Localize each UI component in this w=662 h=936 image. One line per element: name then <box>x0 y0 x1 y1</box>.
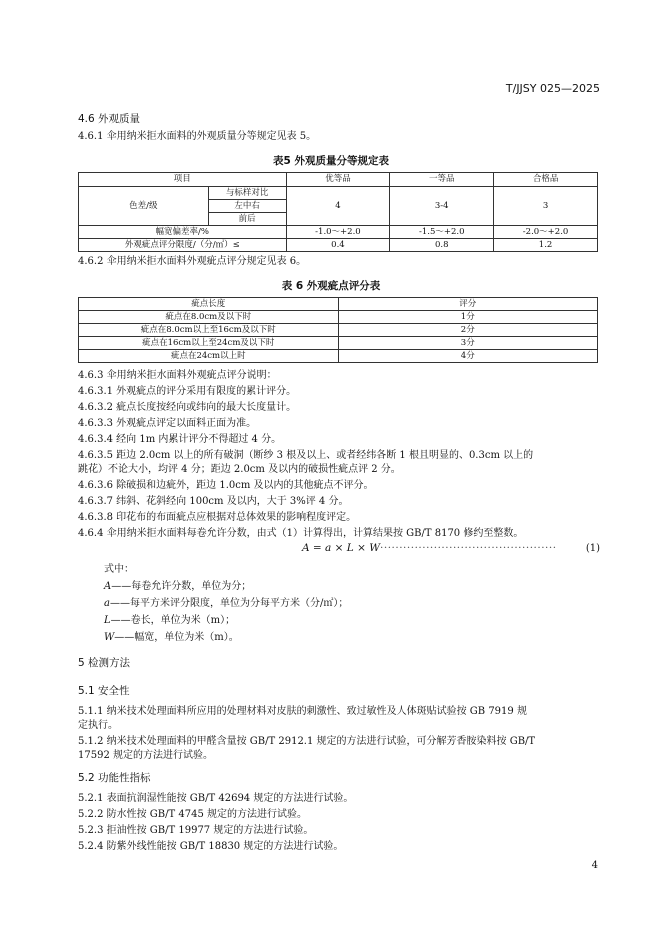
t5-color-sub: 左中右 <box>208 200 286 213</box>
doc-id-header: T/JJSY 025—2025 <box>505 82 600 95</box>
table6-caption: 表 6 外观疵点评分表 <box>281 280 381 292</box>
page-number: 4 <box>591 860 598 871</box>
where-intro: 式中： <box>104 564 134 575</box>
t5-color-value: 3 <box>494 187 598 226</box>
para-4-6-3-5: 4.6.3.5 距边 2.0cm 以上的所有破洞（断纱 3 根及以上、或者经纬各断 1 根且明显的、0.3cm 以上的 <box>78 450 534 461</box>
para-4-6-1: 4.6.1 伞用纳米拒水面料的外观质量分等规定见表 5。 <box>78 131 317 142</box>
table-row <box>79 311 598 324</box>
t5-color-sub: 前后 <box>208 213 286 226</box>
t6-score: 4分 <box>338 350 597 363</box>
where-var: L——卷长，单位为米（m）； <box>104 615 236 626</box>
where-var: a——每平方米评分限度，单位为分每平方米（分/㎡）； <box>104 598 349 609</box>
t5-width-value: -1.0～+2.0 <box>286 226 390 239</box>
para-5-1-2: 5.1.2 纳米技术处理面料的甲醛含量按 GB/T 2912.1 规定的方法进行试验，可分解芳香胺染料按 GB/T <box>78 736 536 747</box>
where-var: A——每卷允许分数，单位为分； <box>104 581 252 592</box>
t5-header-grade: 合格品 <box>494 173 598 187</box>
t5-defect-value: 0.4 <box>286 239 390 252</box>
t5-header-item: 项目 <box>79 173 287 187</box>
t5-color-value: 4 <box>286 187 390 226</box>
t5-header-grade: 优等品 <box>286 173 390 187</box>
para-4-6-3-5-cont: 跳花）不论大小，均评 4 分；距边 2.0cm 及以内的破损性疵点评 2 分。 <box>78 464 401 475</box>
t5-defect-value: 1.2 <box>494 239 598 252</box>
section-4-6-title: 4.6 外观质量 <box>78 113 141 125</box>
t5-defect-label: 外观疵点评分限度/（分/㎡）≤ <box>79 239 287 252</box>
para-5-1-1: 5.1.1 纳米技术处理面料所应用的处理材料对皮肤的刺激性、致过敏性及人体斑贴试验按 GB 7919 规 <box>78 706 527 717</box>
formula-expr: A = a × L × W <box>302 542 381 554</box>
where-var: W——幅宽，单位为米（m）。 <box>104 632 239 643</box>
para-4-6-3-1: 4.6.3.1 外观疵点的评分采用有限度的累计评分。 <box>78 386 297 397</box>
t6-score: 2分 <box>338 324 597 337</box>
para-4-6-3-8: 4.6.3.8 印花布的布面疵点应根据对总体效果的影响程度评定。 <box>78 512 357 523</box>
para-4-6-3-4: 4.6.3.4 经向 1m 内累计评分不得超过 4 分。 <box>78 434 282 445</box>
formula-number: (1) <box>585 543 600 554</box>
table-row <box>79 337 598 350</box>
section-5-title: 5 检测方法 <box>78 657 131 669</box>
para-4-6-4: 4.6.4 伞用纳米拒水面料每卷允许分数，由式（1）计算得出，计算结果按 GB/T 8170 修约至整数。 <box>78 528 524 539</box>
t6-length: 疵点在24cm以上时 <box>79 350 339 363</box>
para-4-6-3-6: 4.6.3.6 除破损和边疵外，距边 1.0cm 及以内的其他疵点不评分。 <box>78 480 374 491</box>
t5-header-grade: 一等品 <box>390 173 494 187</box>
t6-header: 评分 <box>338 298 597 311</box>
para-4-6-3-3: 4.6.3.3 外观疵点评定以面料正面为准。 <box>78 418 257 429</box>
section-5-1-title: 5.1 安全性 <box>78 685 130 697</box>
para-5-2-1: 5.2.1 表面抗润湿性能按 GB/T 42694 规定的方法进行试验。 <box>78 793 354 804</box>
t6-length: 疵点在8.0cm及以下时 <box>79 311 339 324</box>
t5-color-value: 3-4 <box>390 187 494 226</box>
para-4-6-3-7: 4.6.3.7 纬斜、花斜经向 100cm 及以内，大于 3%评 4 分。 <box>78 496 349 507</box>
para-5-1-1-cont: 定执行。 <box>78 720 118 731</box>
t6-length: 疵点在16cm以上至24cm及以下时 <box>79 337 339 350</box>
t5-defect-value: 0.8 <box>390 239 494 252</box>
t6-header: 疵点长度 <box>79 298 339 311</box>
t5-width-value: -2.0～+2.0 <box>494 226 598 239</box>
table-6 <box>78 297 598 363</box>
t6-length: 疵点在8.0cm以上至16cm及以下时 <box>79 324 339 337</box>
t5-color-sub: 与标样对比 <box>208 187 286 200</box>
t5-width-value: -1.5～+2.0 <box>390 226 494 239</box>
para-4-6-2: 4.6.2 伞用纳米拒水面料外观疵点评分规定见表 6。 <box>78 256 307 267</box>
para-4-6-3: 4.6.3 伞用纳米拒水面料外观疵点评分说明： <box>78 370 277 381</box>
table-row <box>79 350 598 363</box>
t6-score: 1分 <box>338 311 597 324</box>
formula-leader: ·············································· <box>380 542 557 554</box>
table-5 <box>78 172 598 252</box>
formula <box>302 542 557 554</box>
para-5-2-2: 5.2.2 防水性按 GB/T 4745 规定的方法进行试验。 <box>78 809 307 820</box>
para-5-2-4: 5.2.4 防紫外线性能按 GB/T 18830 规定的方法进行试验。 <box>78 841 344 852</box>
para-4-6-3-2: 4.6.3.2 疵点长度按经向或纬向的最大长度量计。 <box>78 402 297 413</box>
para-5-1-2-cont: 17592 规定的方法进行试验。 <box>78 750 213 761</box>
table5-caption: 表5 外观质量分等规定表 <box>273 155 389 167</box>
t5-color-label: 色差/级 <box>79 187 209 226</box>
table-row <box>79 324 598 337</box>
section-5-2-title: 5.2 功能性指标 <box>78 772 151 784</box>
t5-width-label: 幅宽偏差率/% <box>79 226 287 239</box>
t6-score: 3分 <box>338 337 597 350</box>
para-5-2-3: 5.2.3 拒油性按 GB/T 19977 规定的方法进行试验。 <box>78 825 314 836</box>
